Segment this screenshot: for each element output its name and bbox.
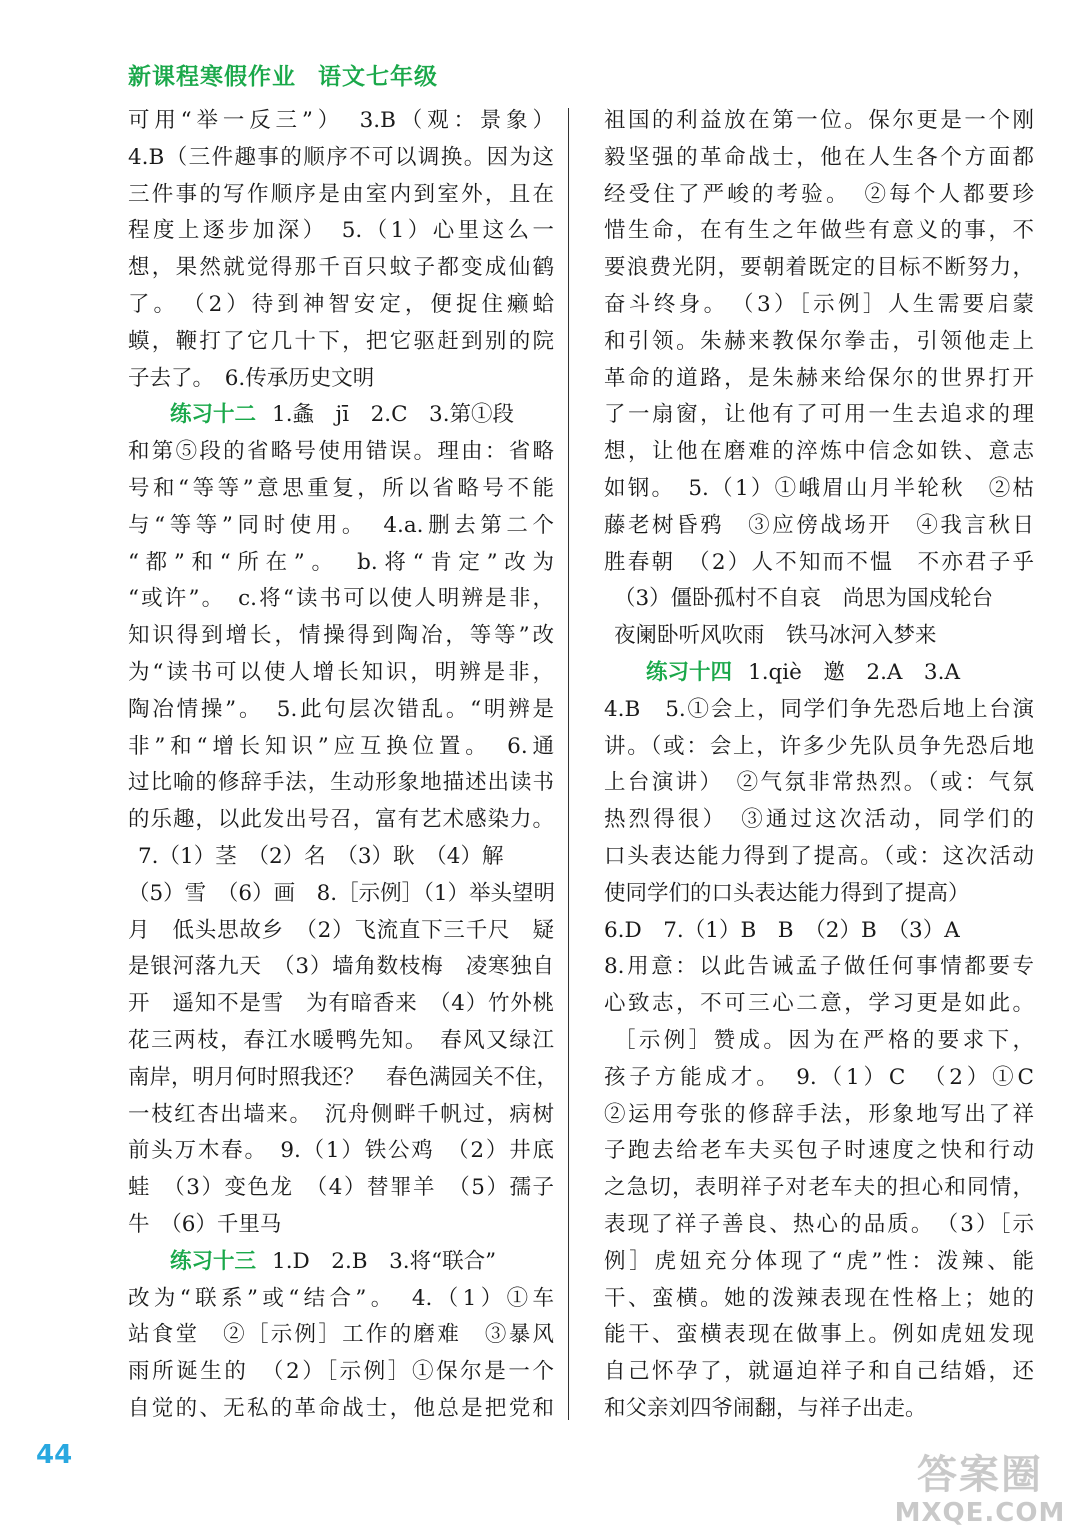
- text-line: 使同学们的口头表达能力得到了提高）: [604, 880, 970, 906]
- page-header: [128, 58, 438, 91]
- text-line: 的乐趣，以此发出号召，富有艺术感染力。: [128, 807, 554, 833]
- text-line: 孩子方能成才。 9.（1）C （2）①C: [604, 1064, 1034, 1090]
- text-line: 可用“举一反三”） 3.B（观：景象）: [128, 108, 554, 133]
- text-line: 能干、蛮横表现在做事上。例如虎妞发现: [604, 1322, 1034, 1348]
- text-line: “都”和“所在”。 b.将“肯定”改为: [128, 549, 554, 575]
- text-line: 月 低头思故乡 （2）飞流直下三千尺 疑: [128, 917, 554, 943]
- text-line: 毅坚强的革命战士，他在人生各个方面都: [604, 144, 1034, 170]
- text-line: 干、蛮横。她的泼辣表现在性格上；她的: [604, 1285, 1034, 1311]
- text-line: 子跑去给老车夫买包子时速度之快和行动: [604, 1138, 1034, 1164]
- text-line: 了一扇窗，让他有了可用一生去追求的理: [604, 402, 1034, 428]
- watermark-text: 答案圈: [917, 1452, 1043, 1498]
- text-line: 口头表达能力得到了提高。（或：这次活动: [604, 843, 1034, 869]
- text-line: 4.B 5.①会上，同学们争先恐后地上台演: [604, 696, 1034, 722]
- text-line: 经受住了严峻的考验。 ②每个人都要珍: [604, 181, 1034, 207]
- text-line: 陶冶情操”。 5.此句层次错乱。“明辨是: [128, 696, 554, 722]
- text-line: 想，果然就觉得那千百只蚊子都变成仙鹤: [128, 255, 554, 281]
- text-line: 自己怀孕了，就逼迫祥子和自己结婚，还: [604, 1359, 1034, 1385]
- text-line: 子去了。 6.传承历史文明: [128, 365, 375, 391]
- text-line: 例］虎妞充分体现了“虎”性：泼辣、能: [604, 1248, 1034, 1274]
- text-line: 非”和“增长知识”应互换位置。 6.通: [128, 733, 554, 759]
- text-line: ②运用夸张的修辞手法，形象地写出了祥: [604, 1101, 1034, 1127]
- text-line: 蛙 （3）变色龙 （4）替罪羊 （5）孺子: [128, 1175, 554, 1201]
- section-line-13: [128, 1244, 554, 1281]
- text-line: 花三两枝，春江水暖鸭先知。 春风又绿江: [128, 1027, 554, 1053]
- text-line: 雨所诞生的 （2）［示例］①保尔是一个: [128, 1359, 554, 1385]
- section-heading-13: 练习十三: [170, 1248, 257, 1274]
- text-line: 过比喻的修辞手法，生动形象地描述出读书: [128, 770, 554, 796]
- text-line: 之急切，表明祥子对老车夫的担心和同情，: [604, 1175, 1034, 1201]
- text-line: （3）僵卧孤村不自哀 尚思为国戍轮台: [614, 586, 994, 612]
- text-line: ［示例］赞成。因为在严格的要求下，: [614, 1027, 1034, 1053]
- text-line: 6.D 7.（1）B B （2）B （3）A: [604, 917, 960, 943]
- text-line: 牛 （6）千里马: [128, 1211, 282, 1237]
- text-line: 奋斗终身。 （3）［示例］人生需要启蒙: [604, 291, 1034, 317]
- section-heading-12: 练习十二: [170, 402, 257, 428]
- text-line: 1.D 2.B 3.将“联合”: [272, 1248, 497, 1274]
- left-column: [128, 103, 559, 1428]
- text-line: 和第⑤段的省略号使用错误。理由：省略: [128, 439, 554, 465]
- text-line: 8.用意：以此告诫孟子做任何事情都要专: [604, 954, 1034, 980]
- text-line: 1.螽 jī 2.C 3.第①段: [272, 402, 515, 428]
- book-series-title: 新课程寒假作业: [128, 64, 296, 90]
- section-line-12: [128, 397, 554, 434]
- text-line: 惜生命，在有生之年做些有意义的事，不: [604, 218, 1034, 244]
- text-line: 表现了祥子善良、热心的品质。 （3）［示: [604, 1211, 1034, 1237]
- column-divider: [568, 108, 569, 1420]
- text-line: 如钢。 5.（1）①峨眉山月半轮秋 ②枯: [604, 475, 1034, 501]
- watermark-url: MXQE.COM: [894, 1498, 1066, 1528]
- page-number: 44: [36, 1440, 73, 1470]
- text-line: 祖国的利益放在第一位。保尔更是一个刚: [604, 108, 1034, 133]
- text-line: 与“等等”同时使用。 4.a.删去第二个: [128, 512, 554, 538]
- text-line: 南岸，明月何时照我还？ 春色满园关不住，: [128, 1064, 559, 1090]
- text-line: 夜阑卧听风吹雨 铁马冰河入梦来: [614, 623, 937, 649]
- text-line: 一枝红杏出墙来。 沉舟侧畔千帆过，病树: [128, 1101, 554, 1127]
- text-line: 7.（1）茎 （2）名 （3）耿 （4）解: [138, 843, 504, 869]
- text-line: 和父亲刘四爷闹翻，与祥子出走。: [604, 1395, 927, 1421]
- text-line: 开 遥知不是雪 为有暗香来 （4）竹外桃: [128, 991, 554, 1017]
- text-line: 自觉的、无私的革命战士，他总是把党和: [128, 1395, 554, 1421]
- section-line-14: [604, 655, 1034, 692]
- text-line: 热烈得很） ③通过这次活动，同学们的: [604, 807, 1034, 833]
- text-line: 想，让他在磨难的淬炼中信念如铁、意志: [604, 439, 1034, 465]
- text-line: 站食堂 ②［示例］工作的磨难 ③暴风: [128, 1322, 554, 1348]
- text-line: 要浪费光阴，要朝着既定的目标不断努力，: [604, 255, 1034, 281]
- section-heading-14: 练习十四: [646, 659, 733, 685]
- text-line: 是银河落九天 （3）墙角数枝梅 凌寒独自: [128, 954, 554, 980]
- text-line: 了。 （2）待到神智安定，便捉住癞蛤: [128, 291, 554, 317]
- text-line: 1.qiè 邀 2.A 3.A: [748, 659, 960, 685]
- text-line: 知识得到增长，情操得到陶冶，等等”改: [128, 623, 554, 649]
- text-line: 革命的道路，是朱赫来给保尔的世界打开: [604, 365, 1034, 391]
- text-line: （5）雪 （6）画 8.［示例］（1）举头望明: [128, 880, 556, 906]
- subject-title: 语文七年级: [318, 64, 438, 90]
- text-line: 藤老树昏鸦 ③应傍战场开 ④我言秋日: [604, 512, 1034, 538]
- text-line: “或许”。 c.将“读书可以使人明辨是非，: [128, 586, 554, 612]
- text-line: 号和“等等”意思重复，所以省略号不能: [128, 475, 554, 501]
- watermark: [890, 1452, 1070, 1536]
- text-line: 上台演讲） ②气氛非常热烈。（或：气氛: [604, 770, 1034, 796]
- text-line: 程度上逐步加深） 5.（1）心里这么一: [128, 218, 554, 244]
- text-line: 改为“联系”或“结合”。 4.（1）①车: [128, 1285, 554, 1311]
- text-line: 胜春朝 （2）人不知而不愠 不亦君子乎: [604, 549, 1034, 575]
- right-column: [604, 103, 1034, 1428]
- text-line: 为“读书可以使人增长知识，明辨是非，: [128, 659, 554, 685]
- text-line: 三件事的写作顺序是由室内到室外，且在: [128, 181, 554, 207]
- text-line: 蟆，鞭打了它几十下，把它驱赶到别的院: [128, 328, 554, 354]
- text-line: 和引领。朱赫来教保尔拳击，引领他走上: [604, 328, 1034, 354]
- text-line: 前头万木春。 9.（1）铁公鸡 （2）井底: [128, 1138, 554, 1164]
- text-line: 4.B（三件趣事的顺序不可以调换。因为这: [128, 144, 554, 170]
- text-line: 讲。（或：会上，许多少先队员争先恐后地: [604, 733, 1034, 759]
- text-line: 心致志，不可三心二意，学习更是如此。: [604, 991, 1034, 1017]
